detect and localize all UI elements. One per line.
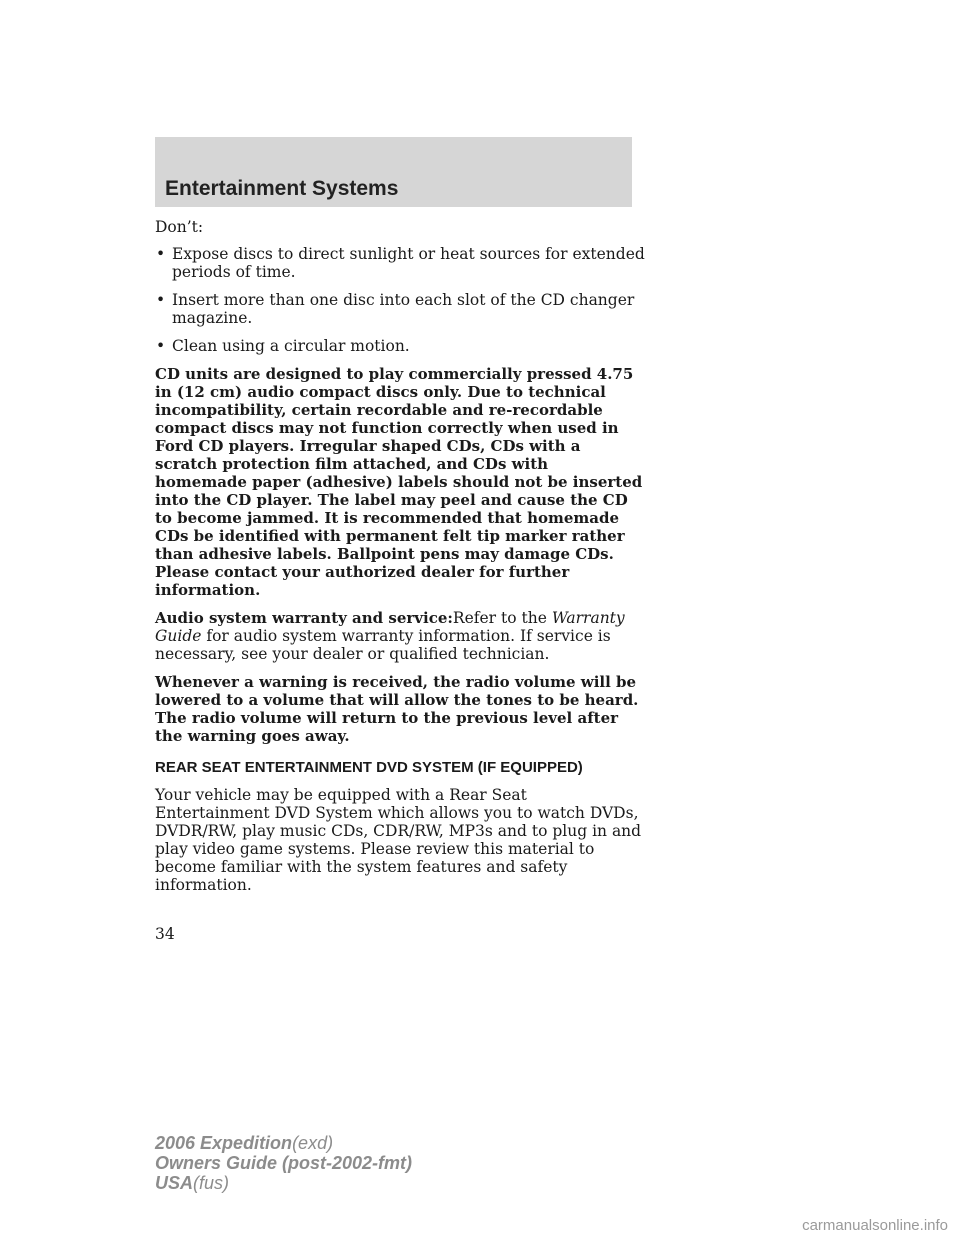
footer-model: 2006 Expedition — [155, 1133, 293, 1153]
section-paragraph: Your vehicle may be equipped with a Rear Seat Entertainment DVD System which allows you to watch DVDs, DVDR/RW, play music CDs, CDR/RW, MP3s and to plug in and play video game systems. Please review this material to become familiar with the system features and safety information. — [155, 786, 642, 894]
warning-notice: Whenever a warning is received, the radio volume will be lowered to a volume that will allow the tones to be heard. The radio volume will return to the previous level after the warning goes away. — [155, 673, 639, 745]
bullet-icon: • — [156, 291, 166, 309]
footer-model-code: (exd) — [292, 1133, 334, 1153]
footer-region-code: (fus) — [193, 1173, 230, 1193]
page-number: 34 — [155, 925, 175, 943]
warranty-text-2: for audio system warranty information. If service is necessary, see your dealer or qualified technician. — [155, 627, 611, 663]
bullet-icon: • — [156, 245, 166, 263]
dont-label: Don’t: — [155, 218, 204, 236]
footer-guide: Owners Guide (post-2002-fmt) — [155, 1153, 413, 1173]
document-footer — [155, 1133, 412, 1193]
warranty-text-1: Refer to the — [452, 609, 552, 627]
bullet-icon: • — [156, 337, 166, 355]
dont-list — [155, 245, 645, 355]
section-heading: REAR SEAT ENTERTAINMENT DVD SYSTEM (IF EQUIPPED) — [155, 759, 583, 776]
list-item: • Insert more than one disc into each slot of the CD changer magazine. — [156, 291, 635, 327]
list-item: • Clean using a circular motion. — [156, 337, 410, 355]
section-header-band — [155, 137, 632, 207]
page-content — [155, 218, 645, 904]
cd-notice: CD units are designed to play commercially pressed 4.75 in (12 cm) audio compact discs only. Due to technical incompatibility, certain recordable and re-recordable compact discs may not function correctly when used in Ford CD players. Irregular shaped CDs, CDs with a scratch protection film attached, and CDs with homemade paper (adhesive) labels should not be inserted into the CD player. The label may peel and cause the CD to become jammed. It is recommended that homemade CDs be identified with permanent felt tip marker rather than adhesive labels. Ballpoint pens may damage CDs. Please contact your authorized dealer for further information. — [155, 365, 643, 599]
warranty-guide-title: Warranty Guide — [155, 609, 625, 645]
watermark: carmanualsonline.info — [802, 1217, 948, 1234]
list-item: • Expose discs to direct sunlight or heat sources for extended periods of time. — [156, 245, 645, 281]
warranty-paragraph — [155, 609, 645, 663]
warranty-label: Audio system warranty and service: — [155, 609, 453, 627]
section-title: Entertainment Systems — [165, 177, 399, 200]
footer-region: USA — [155, 1173, 194, 1193]
